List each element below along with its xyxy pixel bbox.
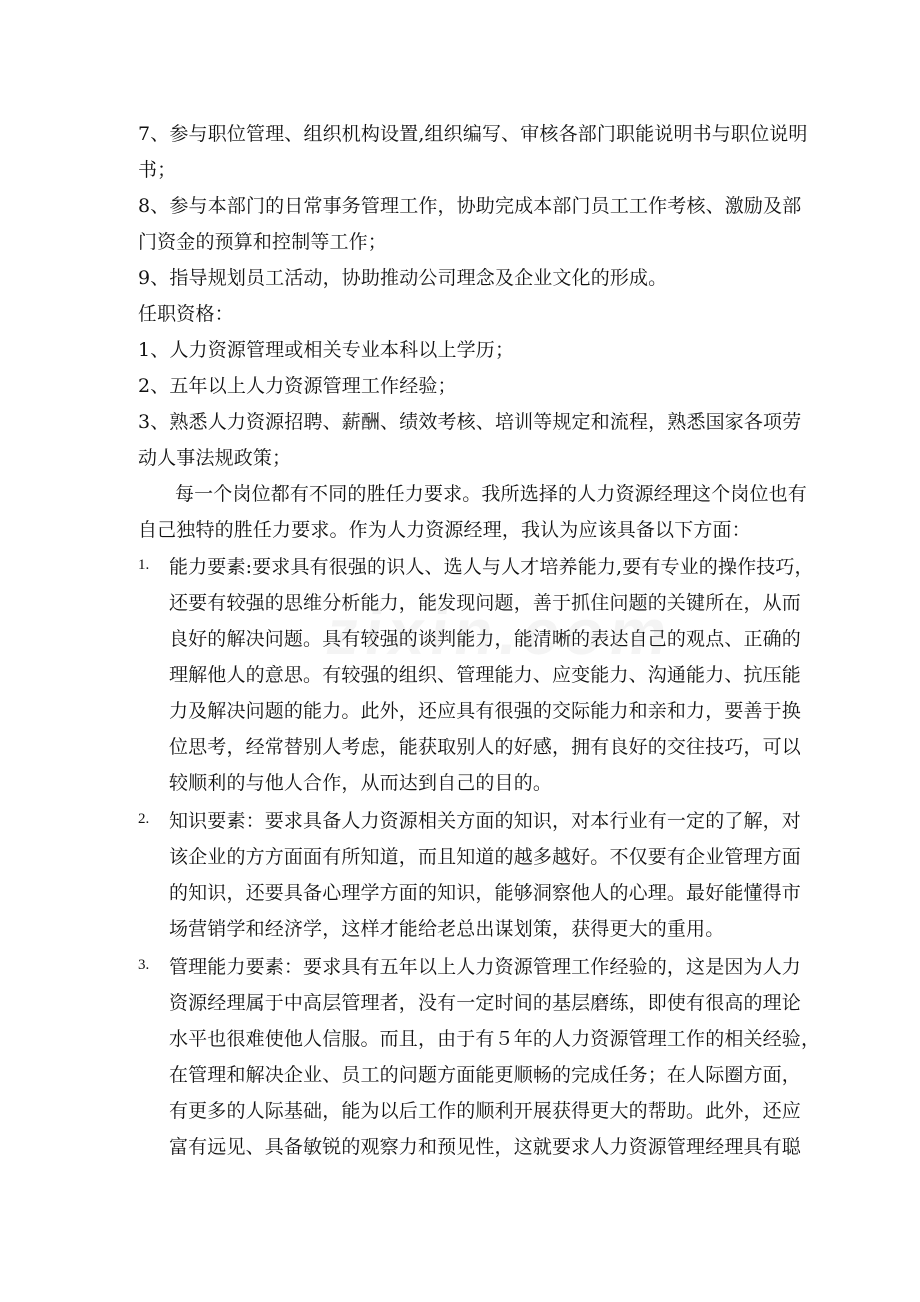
duty-line: 书； bbox=[138, 159, 177, 181]
list-item-line: 能力要素:要求具有很强的识人、选人与人才培养能力,要有专业的操作技巧， bbox=[169, 556, 814, 578]
list-number: 3. bbox=[138, 957, 150, 973]
list-number: 2. bbox=[138, 811, 150, 827]
list-item-line: 富有远见、具备敏锐的观察力和预见性，这就要求人力资源管理经理具有聪 bbox=[169, 1136, 801, 1158]
intro-line: 自己独特的胜任力要求。作为人力资源经理，我认为应该具备以下方面： bbox=[138, 519, 751, 541]
list-item-line: 位思考，经常替别人考虑，能获取别人的好感，拥有良好的交往技巧，可以 bbox=[169, 736, 801, 758]
list-item-line: 该企业的方方面面有所知道，而且知道的越多越好。不仅要有企业管理方面 bbox=[169, 846, 801, 868]
list-item-line: 还要有较强的思维分析能力，能发现问题，善于抓住问题的关键所在，从而 bbox=[169, 592, 801, 614]
list-item-line: 理解他人的意思。有较强的组织、管理能力、应变能力、沟通能力、抗压能 bbox=[169, 664, 801, 686]
list-item-line: 有更多的人际基础，能为以后工作的顺利开展获得更大的帮助。此外，还应 bbox=[169, 1100, 801, 1122]
duty-line: 门资金的预算和控制等工作； bbox=[138, 231, 387, 253]
list-item-line: 的知识，还要具备心理学方面的知识，能够洞察他人的心理。最好能懂得市 bbox=[169, 882, 801, 904]
qualifications-heading: 任职资格： bbox=[138, 303, 234, 325]
qualification-line: 动人事法规政策； bbox=[138, 447, 292, 469]
qualification-line: 2、五年以上人力资源管理工作经验； bbox=[138, 375, 457, 397]
list-item-line: 良好的解决问题。具有较强的谈判能力，能清晰的表达自己的观点、正确的 bbox=[169, 628, 801, 650]
list-item-line: 在管理和解决企业、员工的问题方面能更顺畅的完成任务；在人际圈方面， bbox=[169, 1064, 801, 1086]
list-item-line: 资源经理属于中高层管理者，没有一定时间的基层磨练，即使有很高的理论 bbox=[169, 992, 801, 1014]
duty-line: 8、参与本部门的日常事务管理工作，协助完成本部门员工工作考核、激励及部 bbox=[138, 195, 802, 217]
list-item-line: 管理能力要素：要求具有五年以上人力资源管理工作经验的，这是因为人力 bbox=[169, 956, 801, 978]
list-item-line: 水平也很难使他人信服。而且，由于有５年的人力资源管理工作的相关经验， bbox=[169, 1028, 821, 1050]
intro-line: 每一个岗位都有不同的胜任力要求。我所选择的人力资源经理这个岗位也有 bbox=[175, 483, 807, 505]
qualification-line: 1、人力资源管理或相关专业本科以上学历； bbox=[138, 339, 515, 361]
duty-line: 7、参与职位管理、组织机构设置,组织编写、审核各部门职能说明书与职位说明 bbox=[138, 123, 808, 145]
duty-line: 9、指导规划员工活动，协助推动公司理念及企业文化的形成。 bbox=[138, 267, 668, 289]
list-number: 1. bbox=[138, 557, 150, 573]
list-item-line: 场营销学和经济学，这样才能给老总出谋划策，获得更大的重用。 bbox=[169, 918, 725, 940]
list-item-line: 较顺利的与他人合作，从而达到自己的目的。 bbox=[169, 772, 553, 794]
list-item-line: 力及解决问题的能力。此外，还应具有很强的交际能力和亲和力，要善于换 bbox=[169, 700, 801, 722]
qualification-line: 3、熟悉人力资源招聘、薪酬、绩效考核、培训等规定和流程，熟悉国家各项劳 bbox=[138, 411, 802, 433]
list-item-line: 知识要素：要求具备人力资源相关方面的知识，对本行业有一定的了解，对 bbox=[169, 810, 801, 832]
